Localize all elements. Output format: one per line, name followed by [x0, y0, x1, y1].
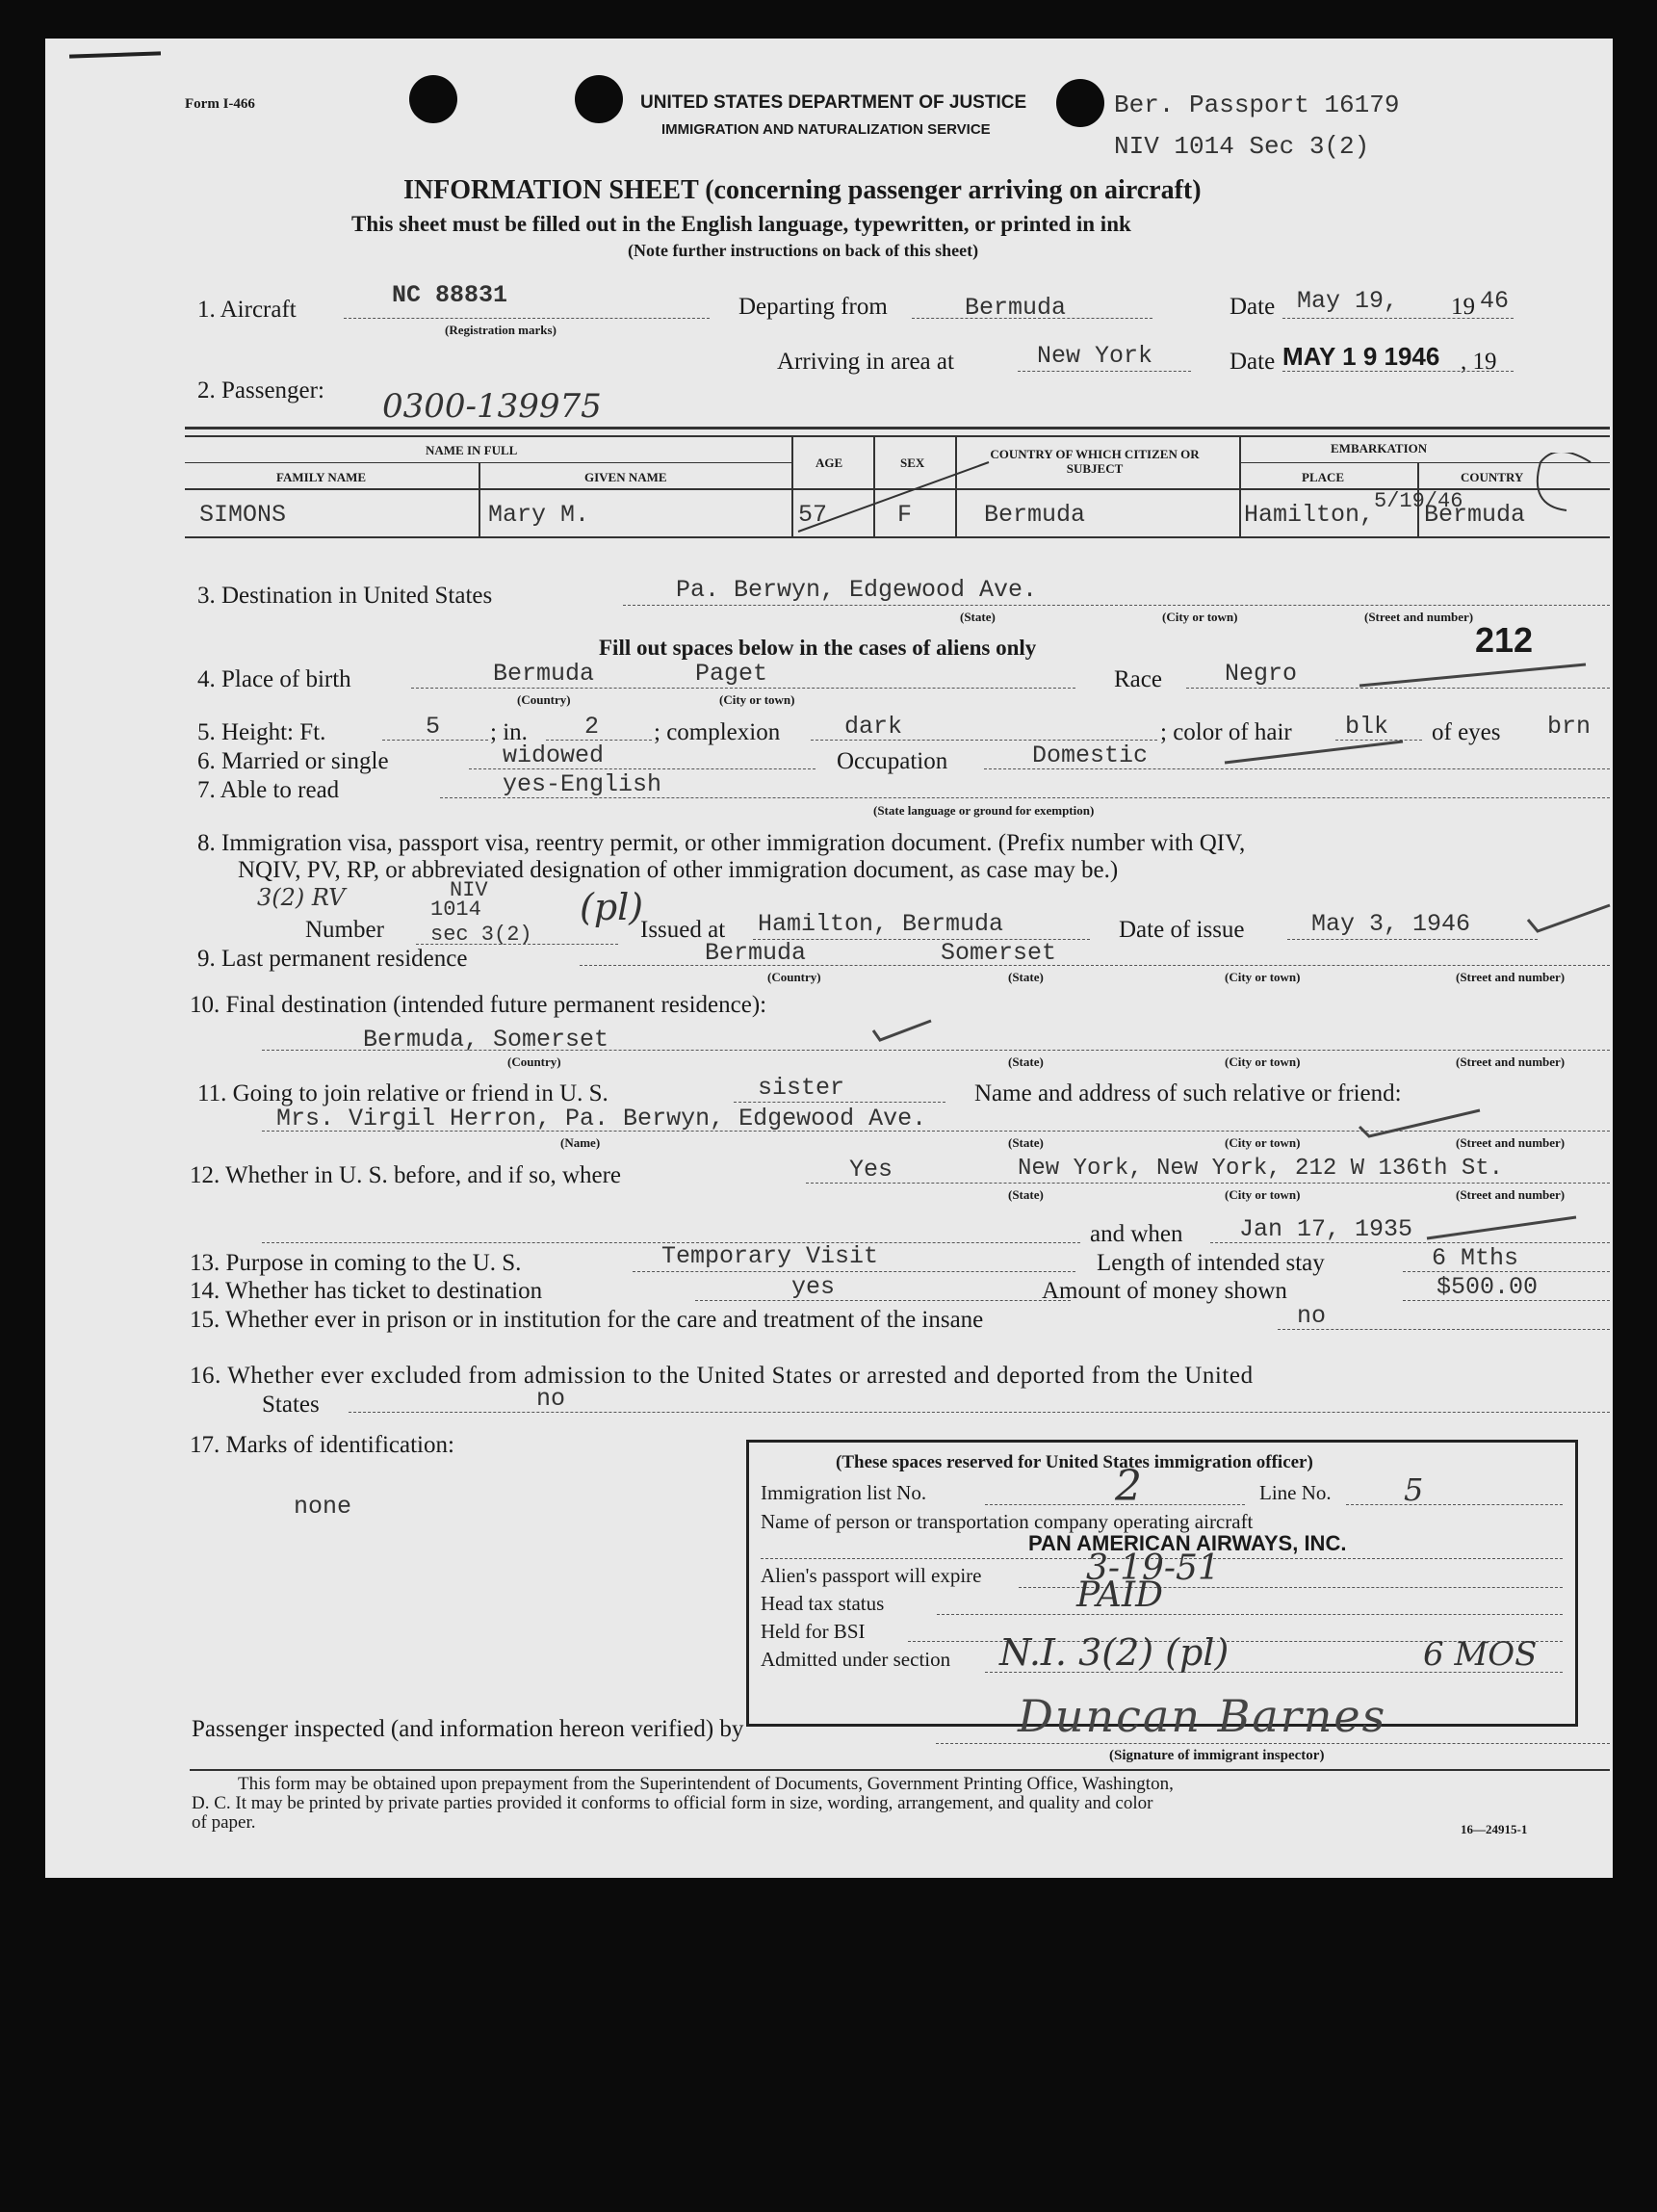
- when-value: Jan 17, 1935: [1239, 1215, 1413, 1243]
- visa-pl-mark: (pl): [580, 886, 644, 928]
- destination-label: 3. Destination in United States: [197, 583, 493, 609]
- cell-age: 57: [798, 501, 828, 529]
- col-country-citizen: COUNTRY OF WHICH CITIZEN OR SUBJECT: [990, 447, 1200, 476]
- complexion-value: dark: [844, 713, 903, 741]
- visa-number-label: Number: [305, 917, 384, 943]
- marital-line: [469, 768, 816, 769]
- date-issue-line: [1287, 939, 1538, 940]
- arriving-value: New York: [1037, 342, 1153, 370]
- col-embarkation: EMBARKATION: [1331, 441, 1428, 455]
- eyes-label: of eyes: [1432, 719, 1501, 745]
- footer-line-1: This form may be obtained upon prepayment from the Superintendent of Documents, Government Printing Office, Washington,: [238, 1774, 1174, 1794]
- country-caption: (Country): [507, 1054, 561, 1069]
- table-rule: [185, 462, 791, 463]
- last-residence-state: Somerset: [941, 939, 1057, 967]
- table-divider: [479, 462, 480, 536]
- footer-line-3: of paper.: [192, 1812, 256, 1833]
- visa-number-1: NIV: [450, 878, 488, 902]
- height-label: 5. Height: Ft.: [197, 719, 326, 745]
- departing-value: Bermuda: [965, 294, 1067, 322]
- tax-label: Head tax status: [761, 1592, 885, 1615]
- join-value: Mrs. Virgil Herron, Pa. Berwyn, Edgewood Ave.: [276, 1105, 927, 1132]
- before-value: Yes: [849, 1156, 893, 1184]
- height-inches: 2: [584, 713, 600, 741]
- marks-label: 17. Marks of identification:: [190, 1432, 454, 1458]
- purpose-value: Temporary Visit: [661, 1242, 879, 1270]
- read-caption: (State language or ground for exemption): [873, 803, 1095, 818]
- street-caption: (Street and number): [1456, 1135, 1566, 1150]
- destination-city-caption: (City or town): [1162, 610, 1238, 624]
- before-place: New York, New York, 212 W 136th St.: [1018, 1156, 1504, 1182]
- purpose-label: 13. Purpose in coming to the U. S.: [190, 1250, 522, 1276]
- state-caption: (State): [1008, 970, 1044, 984]
- hair-label: ; color of hair: [1160, 719, 1292, 745]
- excluded-label-2: States: [262, 1392, 320, 1418]
- last-residence-label: 9. Last permanent residence: [197, 946, 468, 972]
- read-value: yes-English: [503, 770, 662, 798]
- cell-sex: F: [897, 501, 913, 529]
- col-name-in-full: NAME IN FULL: [426, 443, 518, 457]
- complexion-label: ; complexion: [654, 719, 781, 745]
- footer-line-2: D. C. It may be printed by private parties provided it conforms to official form in size, wording, arrangement, and quality and color: [192, 1793, 1153, 1813]
- arrival-date-label: Date: [1230, 349, 1276, 375]
- issued-at-label: Issued at: [640, 917, 726, 943]
- form-number: Form I-466: [185, 96, 255, 112]
- service-name: IMMIGRATION AND NATURALIZATION SERVICE: [661, 121, 991, 138]
- visa-number-3: sec 3(2): [430, 923, 532, 947]
- last-residence-country: Bermuda: [705, 939, 807, 967]
- join-label: 11. Going to join relative or friend in U. S.: [197, 1080, 608, 1106]
- admitted-extra: 6 MOS: [1423, 1635, 1538, 1674]
- cell-given-name: Mary M.: [488, 501, 590, 529]
- aliens-heading: Fill out spaces below in the cases of aliens only: [599, 636, 1037, 660]
- before-line: [806, 1183, 1610, 1184]
- when-label: and when: [1090, 1221, 1183, 1247]
- city-caption: (City or town): [1225, 1135, 1301, 1150]
- check-mark: [1523, 900, 1619, 939]
- page-title: INFORMATION SHEET (concerning passenger arriving on aircraft): [403, 175, 1202, 205]
- final-destination-line: [262, 1050, 1610, 1051]
- check-mark: [1422, 1211, 1586, 1245]
- signature-caption: (Signature of immigrant inspector): [1109, 1748, 1325, 1763]
- name-caption: (Name): [560, 1135, 601, 1150]
- arrival-year: , 19: [1461, 349, 1497, 375]
- aircraft-value: NC 88831: [392, 281, 508, 309]
- purpose-line: [633, 1271, 1075, 1272]
- admitted-line: [985, 1672, 1563, 1673]
- list-line: [985, 1504, 1245, 1505]
- check-mark: [1355, 1103, 1489, 1141]
- expire-value: 3-19-51: [1086, 1548, 1220, 1588]
- read-label: 7. Able to read: [197, 777, 340, 803]
- footer-code: 16—24915-1: [1461, 1822, 1528, 1836]
- tax-value: PAID: [1076, 1575, 1163, 1615]
- inspector-signature: Duncan Barnes: [1018, 1690, 1387, 1742]
- stay-label: Length of intended stay: [1097, 1250, 1325, 1276]
- cell-place: Hamilton,: [1244, 501, 1375, 529]
- col-country: COUNTRY: [1461, 470, 1524, 484]
- date-label: Date: [1230, 294, 1276, 320]
- destination-street-caption: (Street and number): [1364, 610, 1474, 624]
- admitted-value: N.I. 3(2) (pl): [999, 1631, 1230, 1674]
- birth-city: Paget: [695, 660, 768, 688]
- departing-line: [912, 318, 1152, 319]
- race-value: Negro: [1225, 660, 1298, 688]
- stay-line: [1403, 1271, 1610, 1272]
- final-destination-label: 10. Final destination (intended future permanent residence):: [190, 992, 767, 1018]
- pen-strikes: [787, 453, 1615, 549]
- date-value: May 19,: [1297, 287, 1399, 315]
- visa-number-line: [416, 944, 618, 945]
- eyes-value: brn: [1547, 713, 1592, 741]
- line-no-line: [1346, 1504, 1563, 1505]
- final-destination-value: Bermuda, Somerset: [363, 1026, 609, 1054]
- street-number: 212: [1475, 620, 1534, 660]
- prison-label: 15. Whether ever in prison or in institution for the care and treatment of the insane: [190, 1307, 984, 1333]
- excluded-line: [349, 1412, 1610, 1413]
- expire-label: Alien's passport will expire: [761, 1564, 982, 1587]
- join-relation-line: [734, 1102, 945, 1103]
- ticket-value: yes: [791, 1273, 836, 1301]
- money-line: [1403, 1300, 1610, 1301]
- stay-value: 6 Mths: [1432, 1244, 1519, 1272]
- state-caption: (State): [1008, 1187, 1044, 1202]
- officer-box: [746, 1440, 1578, 1727]
- inches-label: ; in.: [490, 719, 528, 745]
- table-rule: [185, 435, 1610, 437]
- aircraft-line: [344, 318, 710, 319]
- read-line: [440, 797, 1610, 798]
- visa-handwritten: 3(2) RV: [257, 884, 346, 911]
- line-value: 5: [1404, 1471, 1424, 1508]
- officer-box-heading: (These spaces reserved for United States immigration officer): [836, 1452, 1313, 1472]
- destination-line: [623, 605, 1610, 606]
- line-label: Line No.: [1259, 1481, 1332, 1504]
- marital-value: widowed: [503, 742, 605, 769]
- hair-value: blk: [1345, 713, 1389, 741]
- birth-label: 4. Place of birth: [197, 666, 351, 692]
- visa-label-1: 8. Immigration visa, passport visa, reentry permit, or other immigration document. (Prefix number with QIV,: [197, 830, 1246, 856]
- department-name: UNITED STATES DEPARTMENT OF JUSTICE: [640, 92, 1027, 113]
- destination-value: Pa. Berwyn, Edgewood Ave.: [676, 576, 1038, 604]
- money-label: Amount of money shown: [1042, 1278, 1287, 1304]
- corner-mark: [69, 51, 161, 58]
- bsi-label: Held for BSI: [761, 1620, 866, 1643]
- form-sheet: [45, 39, 1613, 1878]
- money-value: $500.00: [1437, 1273, 1539, 1301]
- signature-line: [936, 1743, 1610, 1744]
- ticket-line: [695, 1300, 1071, 1301]
- street-caption: (Street and number): [1456, 1054, 1566, 1069]
- street-caption: (Street and number): [1456, 970, 1566, 984]
- punch-hole: [575, 75, 623, 123]
- admitted-label: Admitted under section: [761, 1648, 951, 1671]
- col-family-name: FAMILY NAME: [276, 470, 367, 484]
- height-ft-line: [382, 740, 488, 741]
- page-subtitle: This sheet must be filled out in the English language, typewritten, or printed in ink: [351, 212, 1131, 236]
- complexion-line: [811, 740, 1157, 741]
- ticket-label: 14. Whether has ticket to destination: [190, 1278, 543, 1304]
- year-prefix: 19: [1451, 294, 1475, 320]
- before-label: 12. Whether in U. S. before, and if so, where: [190, 1162, 622, 1188]
- country-caption: (Country): [767, 970, 821, 984]
- join-name-label: Name and address of such relative or friend:: [974, 1080, 1402, 1106]
- issued-at-value: Hamilton, Bermuda: [758, 910, 1004, 938]
- arriving-line: [1018, 371, 1191, 372]
- list-label: Immigration list No.: [761, 1481, 927, 1504]
- occupation-label: Occupation: [837, 748, 948, 774]
- excluded-label-1: 16. Whether ever excluded from admission to the United States or arrested and deported from the United: [190, 1363, 1254, 1389]
- page-note: (Note further instructions on back of this sheet): [628, 241, 979, 260]
- date-line: [1282, 318, 1514, 319]
- company-label: Name of person or transportation company operating aircraft: [761, 1510, 1254, 1533]
- state-caption: (State): [1008, 1054, 1044, 1069]
- inches-line: [546, 740, 652, 741]
- birth-country: Bermuda: [493, 660, 595, 688]
- destination-state-caption: (State): [960, 610, 996, 624]
- visa-label-2: NQIV, PV, RP, or abbreviated designation of other immigration document, as case may be.): [238, 857, 1119, 883]
- cell-citizen: Bermuda: [984, 501, 1086, 529]
- visa-annotation: NIV 1014 Sec 3(2): [1114, 132, 1370, 161]
- passenger-label: 2. Passenger:: [197, 377, 324, 403]
- street-caption: (Street and number): [1456, 1187, 1566, 1202]
- cell-family-name: SIMONS: [199, 501, 287, 529]
- aircraft-label: 1. Aircraft: [197, 297, 297, 323]
- marital-label: 6. Married or single: [197, 748, 389, 774]
- check-mark: [1355, 655, 1595, 693]
- list-value: 2: [1115, 1462, 1142, 1511]
- date-issue-value: May 3, 1946: [1311, 910, 1471, 938]
- cell-country: Bermuda: [1424, 501, 1526, 529]
- excluded-value: no: [536, 1385, 566, 1413]
- birth-line: [411, 688, 1075, 689]
- prison-line: [1278, 1329, 1610, 1330]
- passenger-number: 0300-139975: [382, 387, 602, 426]
- year-value: 46: [1480, 287, 1510, 315]
- arrival-date-line: [1282, 371, 1514, 372]
- col-given-name: GIVEN NAME: [584, 470, 667, 484]
- company-value: PAN AMERICAN AIRWAYS, INC.: [1028, 1531, 1347, 1555]
- table-top-rule: [185, 427, 1610, 429]
- state-caption: (State): [1008, 1135, 1044, 1150]
- punch-hole: [409, 75, 457, 123]
- departing-label: Departing from: [738, 294, 888, 320]
- passport-annotation: Ber. Passport 16179: [1114, 91, 1400, 119]
- tax-line: [937, 1614, 1563, 1615]
- arriving-label: Arriving in area at: [777, 349, 954, 375]
- occupation-value: Domestic: [1032, 742, 1149, 769]
- aircraft-caption: (Registration marks): [445, 323, 557, 337]
- prison-value: no: [1297, 1302, 1327, 1330]
- inspection-label: Passenger inspected (and information hereon verified) by: [192, 1716, 744, 1742]
- marks-value: none: [294, 1493, 352, 1521]
- visa-number-2: 1014: [430, 898, 481, 922]
- date-issue-label: Date of issue: [1119, 917, 1245, 943]
- height-ft: 5: [426, 713, 441, 741]
- check-mark: [868, 1016, 936, 1045]
- city-caption: (City or town): [1225, 1187, 1301, 1202]
- city-caption: (City or town): [1225, 970, 1301, 984]
- arrival-date-stamp: MAY 1 9 1946: [1282, 342, 1440, 371]
- embarkation-date: 5/19/46: [1374, 489, 1463, 513]
- col-place: PLACE: [1302, 470, 1345, 484]
- join-relation: sister: [758, 1074, 845, 1102]
- birth-country-caption: (Country): [517, 692, 571, 707]
- footer-rule: [190, 1769, 1610, 1771]
- check-mark: [1220, 734, 1412, 772]
- city-caption: (City or town): [1225, 1054, 1301, 1069]
- col-sex: SEX: [900, 455, 925, 470]
- col-age: AGE: [816, 455, 843, 470]
- race-label: Race: [1114, 666, 1162, 692]
- last-residence-line: [580, 965, 1610, 966]
- birth-city-caption: (City or town): [719, 692, 795, 707]
